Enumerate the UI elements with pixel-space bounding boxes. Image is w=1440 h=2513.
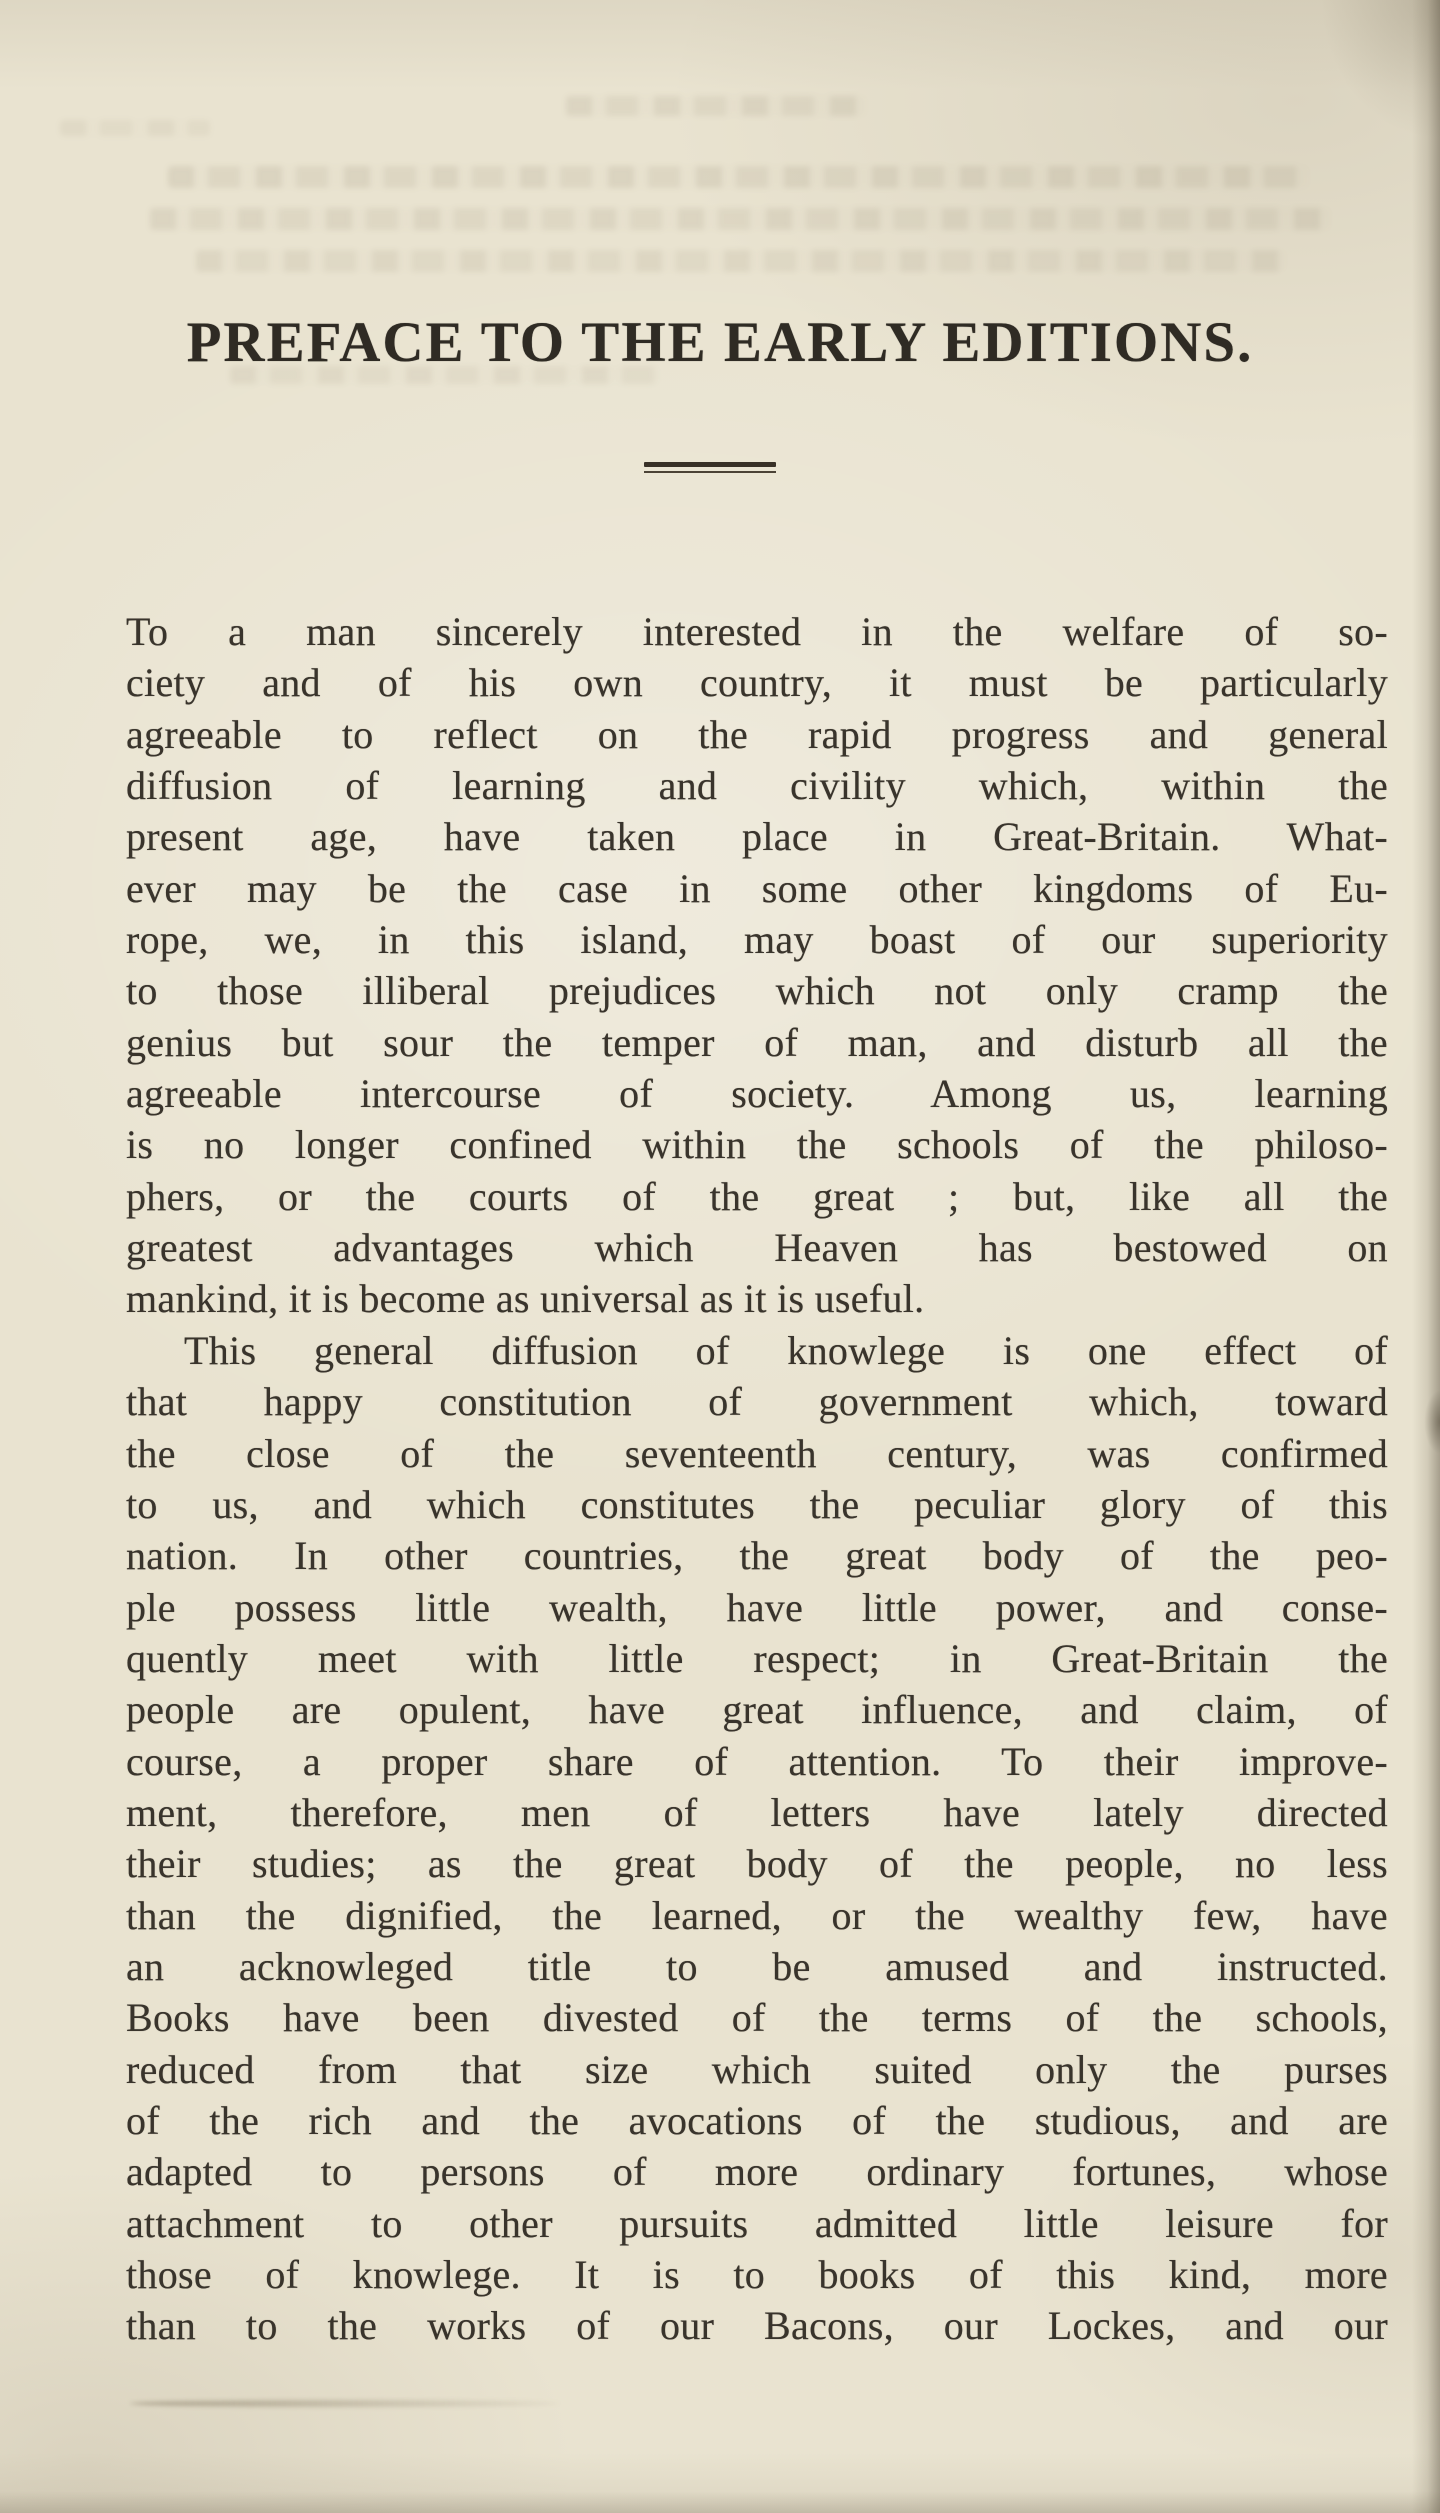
text-line: quently meet with little respect; in Great-Britain the xyxy=(126,1635,1388,1681)
text-line: greatest advantages which Heaven has bestowed on xyxy=(126,1225,1388,1271)
text-line: present age, have taken place in Great-Britain. What- xyxy=(126,814,1388,860)
text-line: ciety and of his own country, it must be particularly xyxy=(126,660,1388,706)
text-line: to those illiberal prejudices which not only cramp the xyxy=(126,968,1388,1014)
text-line: an acknowleged title to be amused and instructed. xyxy=(126,1943,1388,1989)
show-through-mark xyxy=(150,208,1330,230)
text-line: mankind, it is become as universal as it is useful. xyxy=(126,1276,925,1322)
text-line: adapted to persons of more ordinary fortunes, whose xyxy=(126,2149,1388,2195)
text-line: rope, we, in this island, may boast of our superiority xyxy=(126,917,1388,963)
text-line: agreeable intercourse of society. Among us, learning xyxy=(126,1071,1388,1117)
text-line: of the rich and the avocations of the studious, and are xyxy=(126,2097,1388,2143)
text-line: those of knowlege. It is to books of this kind, more xyxy=(126,2252,1388,2297)
double-rule-divider xyxy=(644,462,776,473)
text-line: attachment to other pursuits admitted little leisure for xyxy=(126,2200,1388,2246)
text-line: ment, therefore, men of letters have lately directed xyxy=(126,1789,1388,1835)
text-line: that happy constitution of government which, toward xyxy=(126,1379,1388,1425)
show-through-mark xyxy=(60,120,210,136)
text-line: genius but sour the temper of man, and disturb all the xyxy=(126,1019,1388,1065)
show-through-mark xyxy=(196,250,1286,272)
text-line: their studies; as the great body of the people, no less xyxy=(126,1841,1388,1887)
page-edge-shadow-right xyxy=(1412,0,1440,2513)
text-line: agreeable to reflect on the rapid progress and general xyxy=(126,711,1388,757)
text-line: than the dignified, the learned, or the wealthy few, have xyxy=(126,1892,1388,1938)
page-edge-shadow-bottom xyxy=(0,2491,1440,2513)
text-line: Books have been divested of the terms of the schools, xyxy=(126,1995,1388,2041)
text-line: phers, or the courts of the great ; but, like all the xyxy=(126,1173,1388,1219)
text-line: than to the works of our Bacons, our Lockes, and our xyxy=(126,2303,1388,2349)
rule-thick xyxy=(644,462,776,467)
text-line: people are opulent, have great influence, and claim, of xyxy=(126,1687,1388,1733)
text-line: ever may be the case in some other kingdoms of Eu- xyxy=(126,865,1388,911)
text-line: This general diffusion of knowlege is one effect of xyxy=(184,1327,1388,1373)
show-through-mark xyxy=(566,96,866,116)
body-text xyxy=(126,606,1388,2352)
text-line: diffusion of learning and civility which, within the xyxy=(126,763,1388,809)
text-line: the close of the seventeenth century, was confirmed xyxy=(126,1430,1388,1476)
text-line: reduced from that size which suited only the purses xyxy=(126,2046,1388,2092)
text-line: ple possess little wealth, have little power, and conse- xyxy=(126,1584,1388,1630)
page-title: PREFACE TO THE EARLY EDITIONS. xyxy=(186,311,1254,375)
show-through-mark xyxy=(168,166,1308,188)
text-line: nation. In other countries, the great body of the peo- xyxy=(126,1533,1388,1579)
text-line: is no longer confined within the schools of the philoso- xyxy=(126,1122,1388,1168)
text-line: To a man sincerely interested in the welfare of so- xyxy=(126,609,1388,654)
ink-smudge xyxy=(130,2400,560,2407)
text-line: course, a proper share of attention. To their improve- xyxy=(126,1738,1388,1784)
text-line: to us, and which constitutes the peculiar glory of this xyxy=(126,1481,1388,1527)
rule-thin xyxy=(644,471,776,473)
